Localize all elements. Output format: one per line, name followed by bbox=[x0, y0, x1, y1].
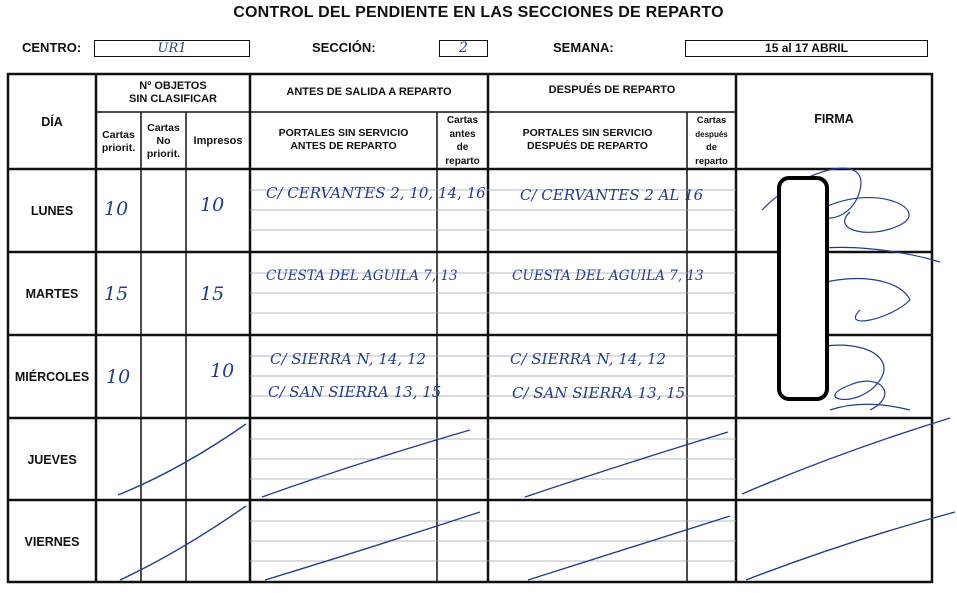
martes-cartas-priorit[interactable]: 15 bbox=[104, 283, 129, 305]
row-day-martes: MARTES bbox=[25, 287, 79, 301]
header-portales-antes-line1: PORTALES SIN SERVICIO bbox=[278, 127, 409, 139]
header-objetos-line2: SIN CLASIFICAR bbox=[129, 93, 217, 105]
header-cartas-no-priorit bbox=[141, 122, 186, 161]
header-cartas-despues-line1: Cartas bbox=[696, 115, 727, 126]
header-portales-antes-line2: ANTES DE REPARTO bbox=[290, 140, 397, 152]
header-portales-despues-line2: DESPUÉS DE REPARTO bbox=[527, 140, 648, 152]
header-objetos-line1: Nº OBJETOS bbox=[139, 80, 207, 92]
header-cartas-antes-line1: Cartas bbox=[446, 115, 479, 126]
semana-label: SEMANA: bbox=[553, 40, 614, 55]
header-dia: DÍA bbox=[41, 115, 63, 129]
header-impresos: Impresos bbox=[193, 135, 243, 147]
header-cartas-despues bbox=[687, 114, 736, 168]
header-portales-despues bbox=[488, 127, 687, 153]
martes-impresos[interactable]: 15 bbox=[200, 283, 225, 305]
seccion-value: 2 bbox=[459, 40, 468, 56]
header-antes: ANTES DE SALIDA A REPARTO bbox=[286, 86, 452, 98]
row-day-jueves: JUEVES bbox=[27, 453, 77, 467]
centro-label: CENTRO: bbox=[22, 40, 82, 55]
row-day-miercoles: MIÉRCOLES bbox=[14, 370, 90, 384]
header-cartas-no-line2: No bbox=[156, 135, 171, 147]
header-firma: FIRMA bbox=[814, 112, 854, 126]
martes-portales-antes[interactable]: CUESTA DEL AGUILA 7, 13 bbox=[266, 268, 458, 284]
seccion-label: SECCIÓN: bbox=[312, 40, 376, 55]
martes-portales-despues[interactable]: CUESTA DEL AGUILA 7, 13 bbox=[512, 268, 704, 284]
header-cartas-no-line1: Cartas bbox=[147, 122, 180, 134]
header-despues: DESPUÉS DE REPARTO bbox=[548, 84, 676, 96]
lunes-portales-despues[interactable]: C/ CERVANTES 2 AL 16 bbox=[520, 186, 704, 204]
header-cartas-priorit bbox=[96, 129, 141, 155]
header-cartas-priorit-line1: Cartas bbox=[102, 129, 135, 141]
miercoles-impresos[interactable]: 10 bbox=[210, 360, 235, 382]
centro-value: UR1 bbox=[157, 41, 187, 56]
header-cartas-antes-line3: de bbox=[456, 142, 469, 153]
miercoles-portales-despues-2[interactable]: C/ SAN SIERRA 13, 15 bbox=[512, 384, 686, 402]
header-cartas-despues-line4: reparto bbox=[695, 155, 728, 167]
header-cartas-despues-line3: de bbox=[705, 142, 718, 153]
row-day-viernes: VIERNES bbox=[24, 535, 80, 549]
header-cartas-antes-line2: antes bbox=[449, 128, 476, 140]
header-objetos bbox=[96, 80, 250, 106]
lunes-impresos[interactable]: 10 bbox=[200, 194, 225, 216]
header-cartas-antes bbox=[437, 114, 488, 168]
document-title: CONTROL DEL PENDIENTE EN LAS SECCIONES DE REPARTO bbox=[233, 4, 724, 21]
miercoles-portales-antes-1[interactable]: C/ SIERRA N, 14, 12 bbox=[270, 350, 427, 368]
header-cartas-antes-line4: reparto bbox=[445, 155, 480, 167]
semana-value: 15 al 17 ABRIL bbox=[765, 41, 848, 55]
row-day-lunes: LUNES bbox=[30, 204, 74, 218]
miercoles-portales-despues-1[interactable]: C/ SIERRA N, 14, 12 bbox=[510, 350, 667, 368]
header-cartas-despues-line2: después bbox=[695, 129, 728, 139]
miercoles-portales-antes-2[interactable]: C/ SAN SIERRA 13, 15 bbox=[268, 383, 442, 401]
header-cartas-priorit-line2: priorit. bbox=[101, 142, 136, 154]
lunes-portales-antes[interactable]: C/ CERVANTES 2, 10, 14, 16 bbox=[266, 184, 486, 202]
miercoles-cartas-priorit[interactable]: 10 bbox=[106, 366, 131, 388]
header-portales-despues-line1: PORTALES SIN SERVICIO bbox=[522, 127, 653, 139]
header-cartas-no-line3: priorit. bbox=[146, 148, 181, 160]
lunes-cartas-priorit[interactable]: 10 bbox=[104, 198, 129, 220]
header-portales-antes bbox=[250, 127, 437, 153]
signature-redaction bbox=[777, 176, 829, 401]
